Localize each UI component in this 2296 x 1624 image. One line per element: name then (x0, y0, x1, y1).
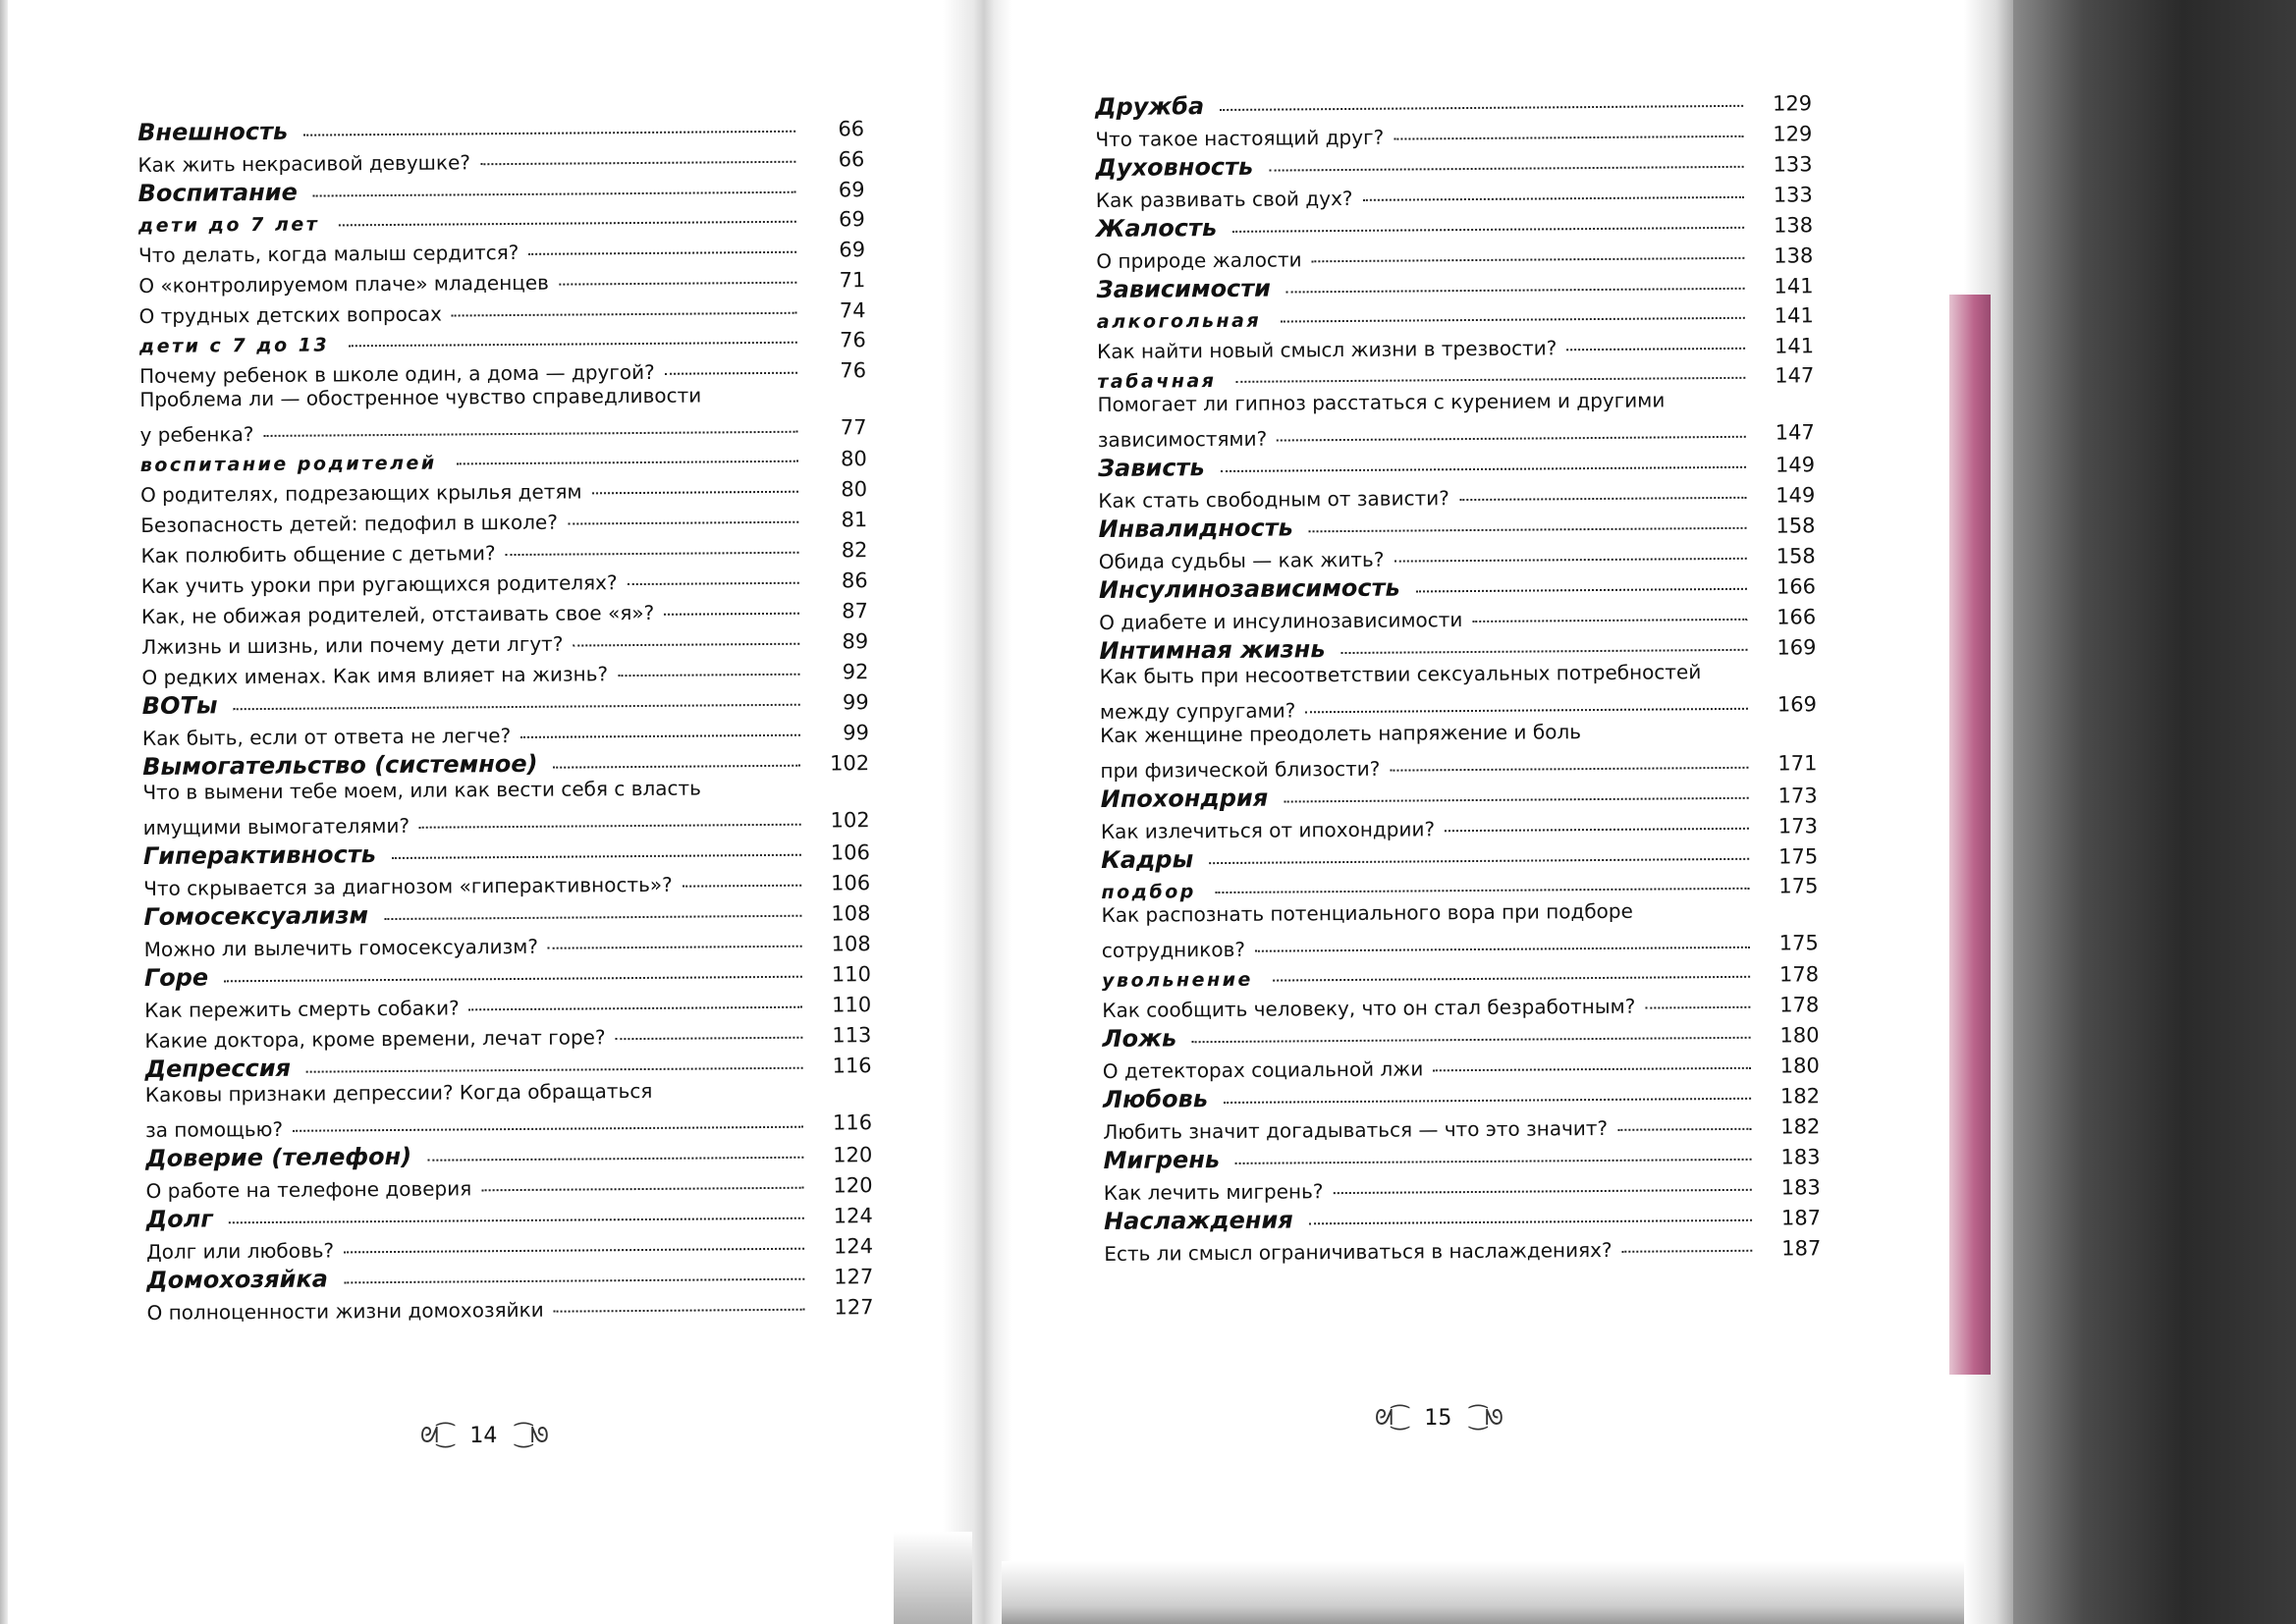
toc-entry-text (139, 383, 807, 447)
toc-entry-line-end: между супругами? (1099, 698, 1296, 724)
right-page-contents (1095, 84, 1821, 1266)
left-page-contents (137, 110, 874, 1325)
toc-entry-line-end: сотрудников? (1101, 937, 1246, 962)
toc-page-number: 69 (839, 207, 865, 232)
dot-leader (506, 552, 799, 556)
toc-page-number: 69 (838, 178, 865, 202)
toc-heading-text: Домохозяйка (146, 1265, 329, 1294)
toc-heading-text: Дружба (1095, 92, 1205, 121)
dot-leader (1221, 466, 1746, 472)
dot-leader (554, 765, 801, 769)
toc-page-number: 76 (840, 358, 867, 383)
toc-entry-text (1100, 660, 1758, 724)
dot-leader (1309, 527, 1747, 533)
dot-leader (349, 342, 797, 348)
toc-page-number: 182 (1779, 1084, 1821, 1109)
toc-entry-text: Как стать свободным от зависти? (1098, 486, 1449, 513)
dot-leader (1472, 619, 1747, 623)
dot-leader (1394, 558, 1746, 563)
toc-entry-text: Как сообщить человеку, что он стал безработным? (1102, 994, 1636, 1022)
toc-page-number: 66 (838, 147, 865, 172)
dot-leader (1220, 105, 1743, 111)
toc-heading-text: Инвалидность (1098, 514, 1293, 543)
dot-leader (1390, 767, 1748, 772)
toc-page-number: 187 (1781, 1236, 1822, 1261)
dot-leader (263, 431, 797, 437)
dot-leader (528, 251, 796, 255)
toc-page-number: 127 (834, 1295, 874, 1320)
toc-entry-text (1102, 898, 1760, 962)
toc-page-number: 108 (831, 901, 871, 926)
toc-entry-text: Как быть, если от ответа не легче? (141, 724, 512, 750)
dot-leader (520, 734, 800, 738)
dot-leader (1459, 497, 1747, 501)
toc-entry (142, 775, 869, 839)
toc-heading-text: Любовь (1102, 1085, 1209, 1113)
dot-leader (1394, 135, 1743, 140)
dot-leader (224, 976, 802, 983)
dot-leader (344, 1278, 804, 1284)
toc-heading-text: Гомосексуализм (143, 901, 369, 931)
toc-heading-text: Депрессия (144, 1054, 292, 1083)
toc-page-number: 141 (1774, 274, 1814, 298)
toc-page-number: 180 (1779, 1054, 1820, 1078)
toc-page-number: 175 (1777, 844, 1819, 869)
toc-heading-text: Внешность (137, 117, 289, 146)
toc-page-number: 133 (1773, 152, 1813, 177)
toc-page-number: 99 (842, 690, 869, 715)
toc-entry-line (139, 411, 807, 447)
toc-entry-text: Что скрывается за диагнозом «гиперактивность»? (143, 872, 673, 900)
dot-leader (1645, 1006, 1750, 1009)
toc-page-number: 124 (833, 1234, 874, 1259)
toc-entry (1102, 897, 1819, 962)
toc-entry-text: Как излечиться от ипохондрии? (1100, 817, 1436, 843)
dot-leader (419, 824, 801, 829)
toc-entry-line-end: за помощью? (145, 1116, 284, 1142)
toc-entry-text (142, 776, 810, 839)
dot-leader (559, 282, 796, 286)
toc-page-number: 77 (840, 415, 867, 440)
book-spine-shadow (943, 0, 1011, 1624)
toc-entry-text: Как найти новый смысл жизни в трезвости? (1096, 336, 1558, 363)
toc-entry-text: О природе жалости (1096, 247, 1302, 273)
dot-leader (1232, 227, 1744, 233)
toc-page-number: 147 (1775, 363, 1815, 388)
toc-entry-text: Как жить некрасивой девушке? (137, 150, 471, 177)
dot-leader (1362, 196, 1743, 201)
toc-entry-text (145, 1078, 813, 1142)
dot-leader (1209, 858, 1749, 864)
toc-page-number: 141 (1774, 303, 1814, 328)
toc-entry-text: О полноценности жизни домохозяйки (146, 1297, 544, 1325)
toc-page-number: 80 (840, 447, 867, 471)
dot-leader (392, 854, 801, 859)
dot-leader (1286, 288, 1745, 294)
toc-page-number: 99 (843, 721, 870, 745)
toc-heading-text: Воспитание (137, 178, 298, 207)
dot-leader (664, 613, 799, 616)
dot-leader (628, 582, 799, 585)
dot-leader (554, 1309, 805, 1313)
left-page-footer (420, 1424, 547, 1448)
dot-leader (480, 161, 795, 166)
dot-leader (469, 1006, 803, 1011)
right-page-footer (1375, 1406, 1502, 1431)
toc-entry-text: Как пережить смерть собаки? (144, 996, 460, 1022)
toc-page-number: 169 (1777, 692, 1818, 717)
toc-page-number: 108 (831, 932, 871, 956)
toc-page-number: 102 (830, 808, 870, 833)
toc-entry-text: Какие доктора, кроме времени, лечат горе? (144, 1025, 606, 1053)
toc-page-number: 116 (832, 1054, 872, 1078)
dot-leader (1235, 1159, 1752, 1164)
dot-leader (1416, 588, 1747, 593)
dot-leader (618, 674, 799, 677)
dot-leader (683, 885, 801, 888)
toc-subheading-text: дети с 7 до 13 (138, 334, 330, 357)
toc-entry-text: О трудных детских вопросах (138, 301, 443, 328)
dot-leader (1445, 828, 1749, 832)
dot-leader (1284, 797, 1749, 803)
toc-page-number: 69 (839, 238, 866, 262)
toc-entry-text: Что делать, когда малыш сердится? (138, 240, 519, 267)
toc-page-number: 127 (834, 1265, 874, 1289)
dot-leader (1277, 436, 1746, 442)
dot-leader (481, 1187, 803, 1192)
toc-page-number: 89 (842, 629, 869, 654)
toc-entry-text: Обида судьбы — как жить? (1098, 547, 1385, 573)
toc-page-number: 175 (1778, 931, 1819, 955)
toc-page-number: 166 (1776, 574, 1817, 599)
toc-subheading-text: подбор (1101, 881, 1196, 903)
toc-page-number: 113 (832, 1023, 872, 1048)
toc-page-number: 149 (1776, 483, 1816, 508)
toc-page-number: 182 (1780, 1114, 1821, 1139)
ornament-icon: ⁐ᘚ (1469, 1406, 1502, 1431)
scan-shadow (894, 1532, 972, 1624)
dot-leader (1333, 1189, 1751, 1194)
dot-leader (1617, 1128, 1751, 1131)
toc-page-number: 158 (1776, 544, 1816, 568)
toc-page-number: 171 (1777, 751, 1818, 776)
dot-leader (313, 191, 796, 197)
toc-entry-text (1097, 388, 1755, 452)
toc-page-number: 129 (1773, 122, 1813, 146)
dot-leader (1566, 348, 1745, 351)
toc-page-number: 87 (842, 599, 869, 623)
toc-entry-text: Можно ли вылечить гомосексуализм? (143, 934, 538, 961)
dot-leader (592, 491, 798, 495)
toc-heading-text: ВОТы (141, 691, 218, 720)
toc-entry-text: О работе на телефоне доверия (145, 1176, 472, 1203)
toc-entry-line (1100, 747, 1758, 783)
toc-entry-text: Как учить уроки при ругающихся родителях? (140, 570, 618, 598)
toc-heading-text: Духовность (1095, 152, 1254, 182)
toc-entry-line: Как женщине преодолеть напряжение и боль (1100, 720, 1582, 747)
toc-entry-line: Каковы признаки депрессии? Когда обращаться (144, 1078, 653, 1107)
dot-leader (1235, 377, 1745, 383)
toc-heading-text: Ложь (1102, 1024, 1177, 1053)
toc-heading-text: Наслаждения (1103, 1206, 1293, 1235)
toc-page-number: 147 (1775, 420, 1815, 445)
toc-entry-line: Что в вымени тебе моем, или как вести себя с власть (142, 776, 702, 804)
toc-page-number: 183 (1780, 1145, 1821, 1169)
dot-leader (1269, 166, 1743, 172)
toc-entry-line: Как быть при несоответствии сексуальных потребностей (1099, 660, 1702, 688)
dot-leader (293, 1126, 803, 1132)
toc-entry (139, 382, 866, 447)
toc-entry-text: Как, не обижая родителей, отстаивать свое «я»? (140, 600, 655, 628)
toc-heading-text: Мигрень (1103, 1146, 1221, 1174)
dot-leader (1255, 947, 1750, 952)
toc-page-number: 178 (1778, 962, 1820, 987)
toc-entry-text: Как лечить мигрень? (1103, 1179, 1324, 1205)
toc-entry (1100, 659, 1817, 724)
toc-entry-text: Что такое настоящий друг? (1095, 125, 1385, 151)
dot-leader (306, 1067, 803, 1073)
toc-page-number: 110 (831, 993, 872, 1017)
toc-subheading-text: табачная (1097, 370, 1217, 393)
dot-leader (1273, 976, 1750, 982)
toc-page-number: 102 (830, 751, 870, 776)
toc-page-number: 76 (839, 328, 866, 352)
toc-page-number: 66 (838, 117, 865, 141)
toc-entry-text: О детекторах социальной лжи (1102, 1056, 1424, 1083)
toc-entry-text: О редких именах. Как имя влияет на жизнь? (141, 662, 609, 689)
toc-page-number: 120 (833, 1173, 873, 1198)
dot-leader (568, 521, 798, 525)
toc-entry-text: Долг или любовь? (145, 1238, 335, 1264)
toc-entry-line (145, 1107, 813, 1142)
toc-subheading-text: увольнение (1102, 968, 1253, 992)
toc-heading-text: Горе (143, 963, 209, 992)
toc-entry-line: Как распознать потенциального вора при подборе (1101, 898, 1633, 927)
toc-page-number: 86 (841, 568, 868, 593)
toc-heading-text: Интимная жизнь (1099, 635, 1326, 665)
dot-leader (616, 1037, 803, 1040)
toc-heading-text: Зависимости (1096, 274, 1272, 303)
toc-page-number: 124 (833, 1204, 873, 1228)
dot-leader (1224, 1098, 1751, 1104)
scan-left-edge (0, 0, 8, 1624)
scanner-background (2013, 0, 2296, 1624)
toc-page-number: 187 (1780, 1206, 1822, 1230)
toc-page-number: 149 (1775, 453, 1816, 477)
toc-entry-line (1102, 927, 1760, 962)
toc-page-number: 92 (842, 660, 869, 684)
toc-entry-line (143, 804, 811, 839)
toc-heading-text: Долг (145, 1205, 213, 1233)
toc-page-number: 82 (841, 538, 868, 563)
dot-leader (1281, 317, 1745, 323)
toc-heading-text: Доверие (телефон) (145, 1142, 412, 1172)
toc-page-number: 71 (839, 268, 866, 293)
dot-leader (452, 312, 797, 317)
dot-leader (1312, 257, 1745, 262)
ornament-icon: ⁐ᘚ (515, 1424, 547, 1448)
dot-leader (457, 460, 798, 465)
toc-heading-text: Ипохондрия (1100, 784, 1269, 813)
toc-page-number: 81 (841, 508, 868, 532)
page-number: 15 (1424, 1406, 1452, 1431)
dot-leader (1433, 1067, 1751, 1072)
dot-leader (234, 704, 800, 711)
toc-page-number: 133 (1773, 183, 1813, 207)
toc-page-number: 166 (1777, 605, 1817, 629)
toc-page-number: 138 (1774, 244, 1814, 268)
dot-leader (1340, 649, 1747, 654)
dot-leader (303, 131, 795, 136)
toc-page-number: 138 (1773, 213, 1814, 238)
dot-leader (1216, 888, 1750, 893)
dot-leader (1192, 1037, 1751, 1043)
toc-page-number: 173 (1777, 814, 1819, 839)
toc-page-number: 183 (1780, 1175, 1821, 1200)
ornament-icon: ᘛ⁐ (420, 1424, 453, 1448)
toc-entry-text: Любить значит догадываться — что это значит? (1103, 1115, 1609, 1144)
toc-entry-text: Как развивать свой дух? (1095, 186, 1353, 212)
toc-entry-line-end: при физической близости? (1100, 756, 1381, 783)
toc-subheading-text: дети до 7 лет (137, 213, 320, 237)
toc-page-number: 180 (1779, 1023, 1820, 1048)
dot-leader (344, 1248, 804, 1254)
dot-leader (384, 915, 801, 920)
toc-entry (146, 1288, 873, 1325)
dot-leader (548, 946, 802, 949)
page-number: 14 (469, 1424, 498, 1448)
toc-entry-line (1098, 416, 1756, 452)
dot-leader (427, 1157, 803, 1162)
toc-heading-text: Инсулинозависимость (1098, 573, 1400, 604)
dot-leader (1309, 1219, 1752, 1225)
toc-entry (1100, 718, 1817, 783)
toc-page-number: 173 (1777, 784, 1818, 808)
dot-leader (665, 372, 797, 375)
toc-page-number: 106 (830, 871, 871, 895)
toc-entry-text: О диабете и инсулинозависимости (1099, 608, 1463, 634)
toc-entry-line-end: у ребенка? (139, 422, 254, 447)
toc-entry-line-end: имущими вымогателями? (142, 813, 410, 839)
dot-leader (229, 1218, 804, 1224)
toc-page-number: 120 (833, 1143, 873, 1167)
toc-entry-text: Лжизнь и шизнь, или почему дети лгут? (141, 631, 564, 659)
dot-leader (573, 643, 799, 647)
toc-page-number: 116 (832, 1110, 873, 1135)
toc-page-number: 169 (1777, 635, 1817, 660)
toc-entry-text (1100, 719, 1758, 783)
toc-heading-text: Жалость (1095, 214, 1218, 243)
toc-subheading-text: воспитание родителей (139, 452, 437, 476)
toc-entry-text: Безопасность детей: педофил в школе? (140, 510, 559, 537)
toc-entry (1104, 1229, 1821, 1266)
toc-entry-text: Как полюбить общение с детьми? (140, 541, 496, 568)
toc-entry-text: Почему ребенок в школе один, а дома — другой? (138, 359, 655, 388)
ornament-icon: ᘛ⁐ (1375, 1406, 1407, 1431)
toc-heading-text: Кадры (1101, 845, 1194, 874)
toc-entry (145, 1077, 872, 1142)
toc-entry-line-end: зависимостями? (1097, 426, 1268, 452)
dot-leader (339, 221, 796, 227)
toc-page-number: 175 (1778, 874, 1819, 898)
toc-subheading-text: алкогольная (1096, 309, 1262, 333)
toc-page-number: 141 (1774, 334, 1815, 358)
toc-page-number: 158 (1776, 514, 1816, 538)
dot-leader (1622, 1250, 1753, 1253)
toc-page-number: 74 (839, 298, 866, 323)
toc-entry (1097, 387, 1814, 452)
toc-heading-text: Вымогательство (системное) (142, 749, 538, 781)
toc-heading-text: Гиперактивность (142, 840, 376, 870)
toc-page-number: 178 (1779, 993, 1820, 1017)
book-cover-edge (1949, 295, 1991, 1375)
toc-page-number: 129 (1772, 91, 1813, 116)
toc-page-number: 106 (830, 840, 871, 865)
toc-entry-line: Проблема ли — обостренное чувство справедливости (139, 383, 702, 411)
scan-shadow (1002, 1561, 1984, 1624)
toc-entry-text: Есть ли смысл ограничиваться в наслаждениях? (1104, 1237, 1613, 1266)
toc-page-number: 80 (841, 477, 868, 502)
toc-entry-line: Помогает ли гипноз расстаться с курением и другими (1097, 388, 1666, 416)
toc-entry-text: О родителях, подрезающих крылья детям (139, 479, 582, 507)
toc-page-number: 110 (831, 962, 871, 987)
toc-entry-text: О «контролируемом плаче» младенцев (138, 270, 550, 298)
toc-heading-text: Зависть (1097, 454, 1205, 482)
dot-leader (1305, 708, 1748, 714)
